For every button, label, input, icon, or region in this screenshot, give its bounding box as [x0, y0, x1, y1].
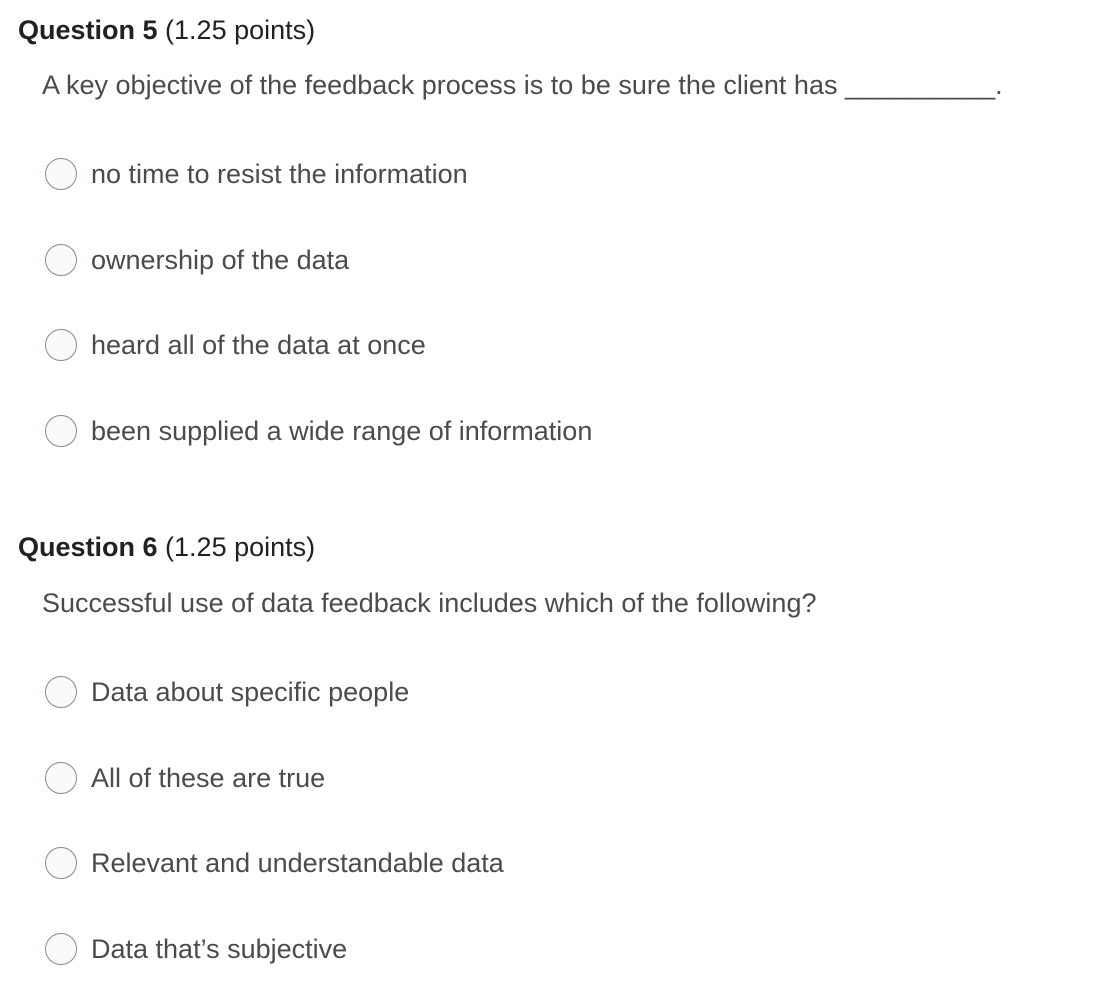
answer-label: Data that’s subjective [91, 934, 348, 964]
answer-option[interactable] [45, 327, 426, 363]
radio-button[interactable] [45, 415, 77, 447]
answer-option[interactable] [45, 242, 349, 278]
answer-option[interactable] [45, 674, 409, 710]
question-prompt: A key objective of the feedback process is to be sure the client has __________. [42, 70, 1003, 100]
answer-label: been supplied a wide range of information [91, 416, 593, 446]
answer-label: heard all of the data at once [91, 330, 426, 360]
answer-option[interactable] [45, 760, 325, 796]
radio-button[interactable] [45, 329, 77, 361]
radio-button[interactable] [45, 933, 77, 965]
answer-option[interactable] [45, 845, 504, 881]
question-title: Question 6 [18, 532, 158, 562]
answer-option[interactable] [45, 156, 468, 192]
answer-label: Relevant and understandable data [91, 848, 504, 878]
question-points: (1.25 points) [165, 15, 316, 45]
answer-option[interactable] [45, 413, 592, 449]
radio-button[interactable] [45, 158, 77, 190]
radio-button[interactable] [45, 762, 77, 794]
answer-label: Data about specific people [91, 677, 410, 707]
radio-button[interactable] [45, 847, 77, 879]
question-heading [18, 531, 315, 563]
question-prompt: Successful use of data feedback includes which of the following? [42, 588, 817, 618]
answer-label: ownership of the data [91, 245, 350, 275]
question-points: (1.25 points) [165, 532, 316, 562]
question-title: Question 5 [18, 15, 158, 45]
radio-button[interactable] [45, 676, 77, 708]
answer-label: All of these are true [91, 763, 326, 793]
answer-option[interactable] [45, 931, 347, 967]
question-heading [18, 14, 315, 46]
answer-label: no time to resist the information [91, 159, 468, 189]
radio-button[interactable] [45, 244, 77, 276]
